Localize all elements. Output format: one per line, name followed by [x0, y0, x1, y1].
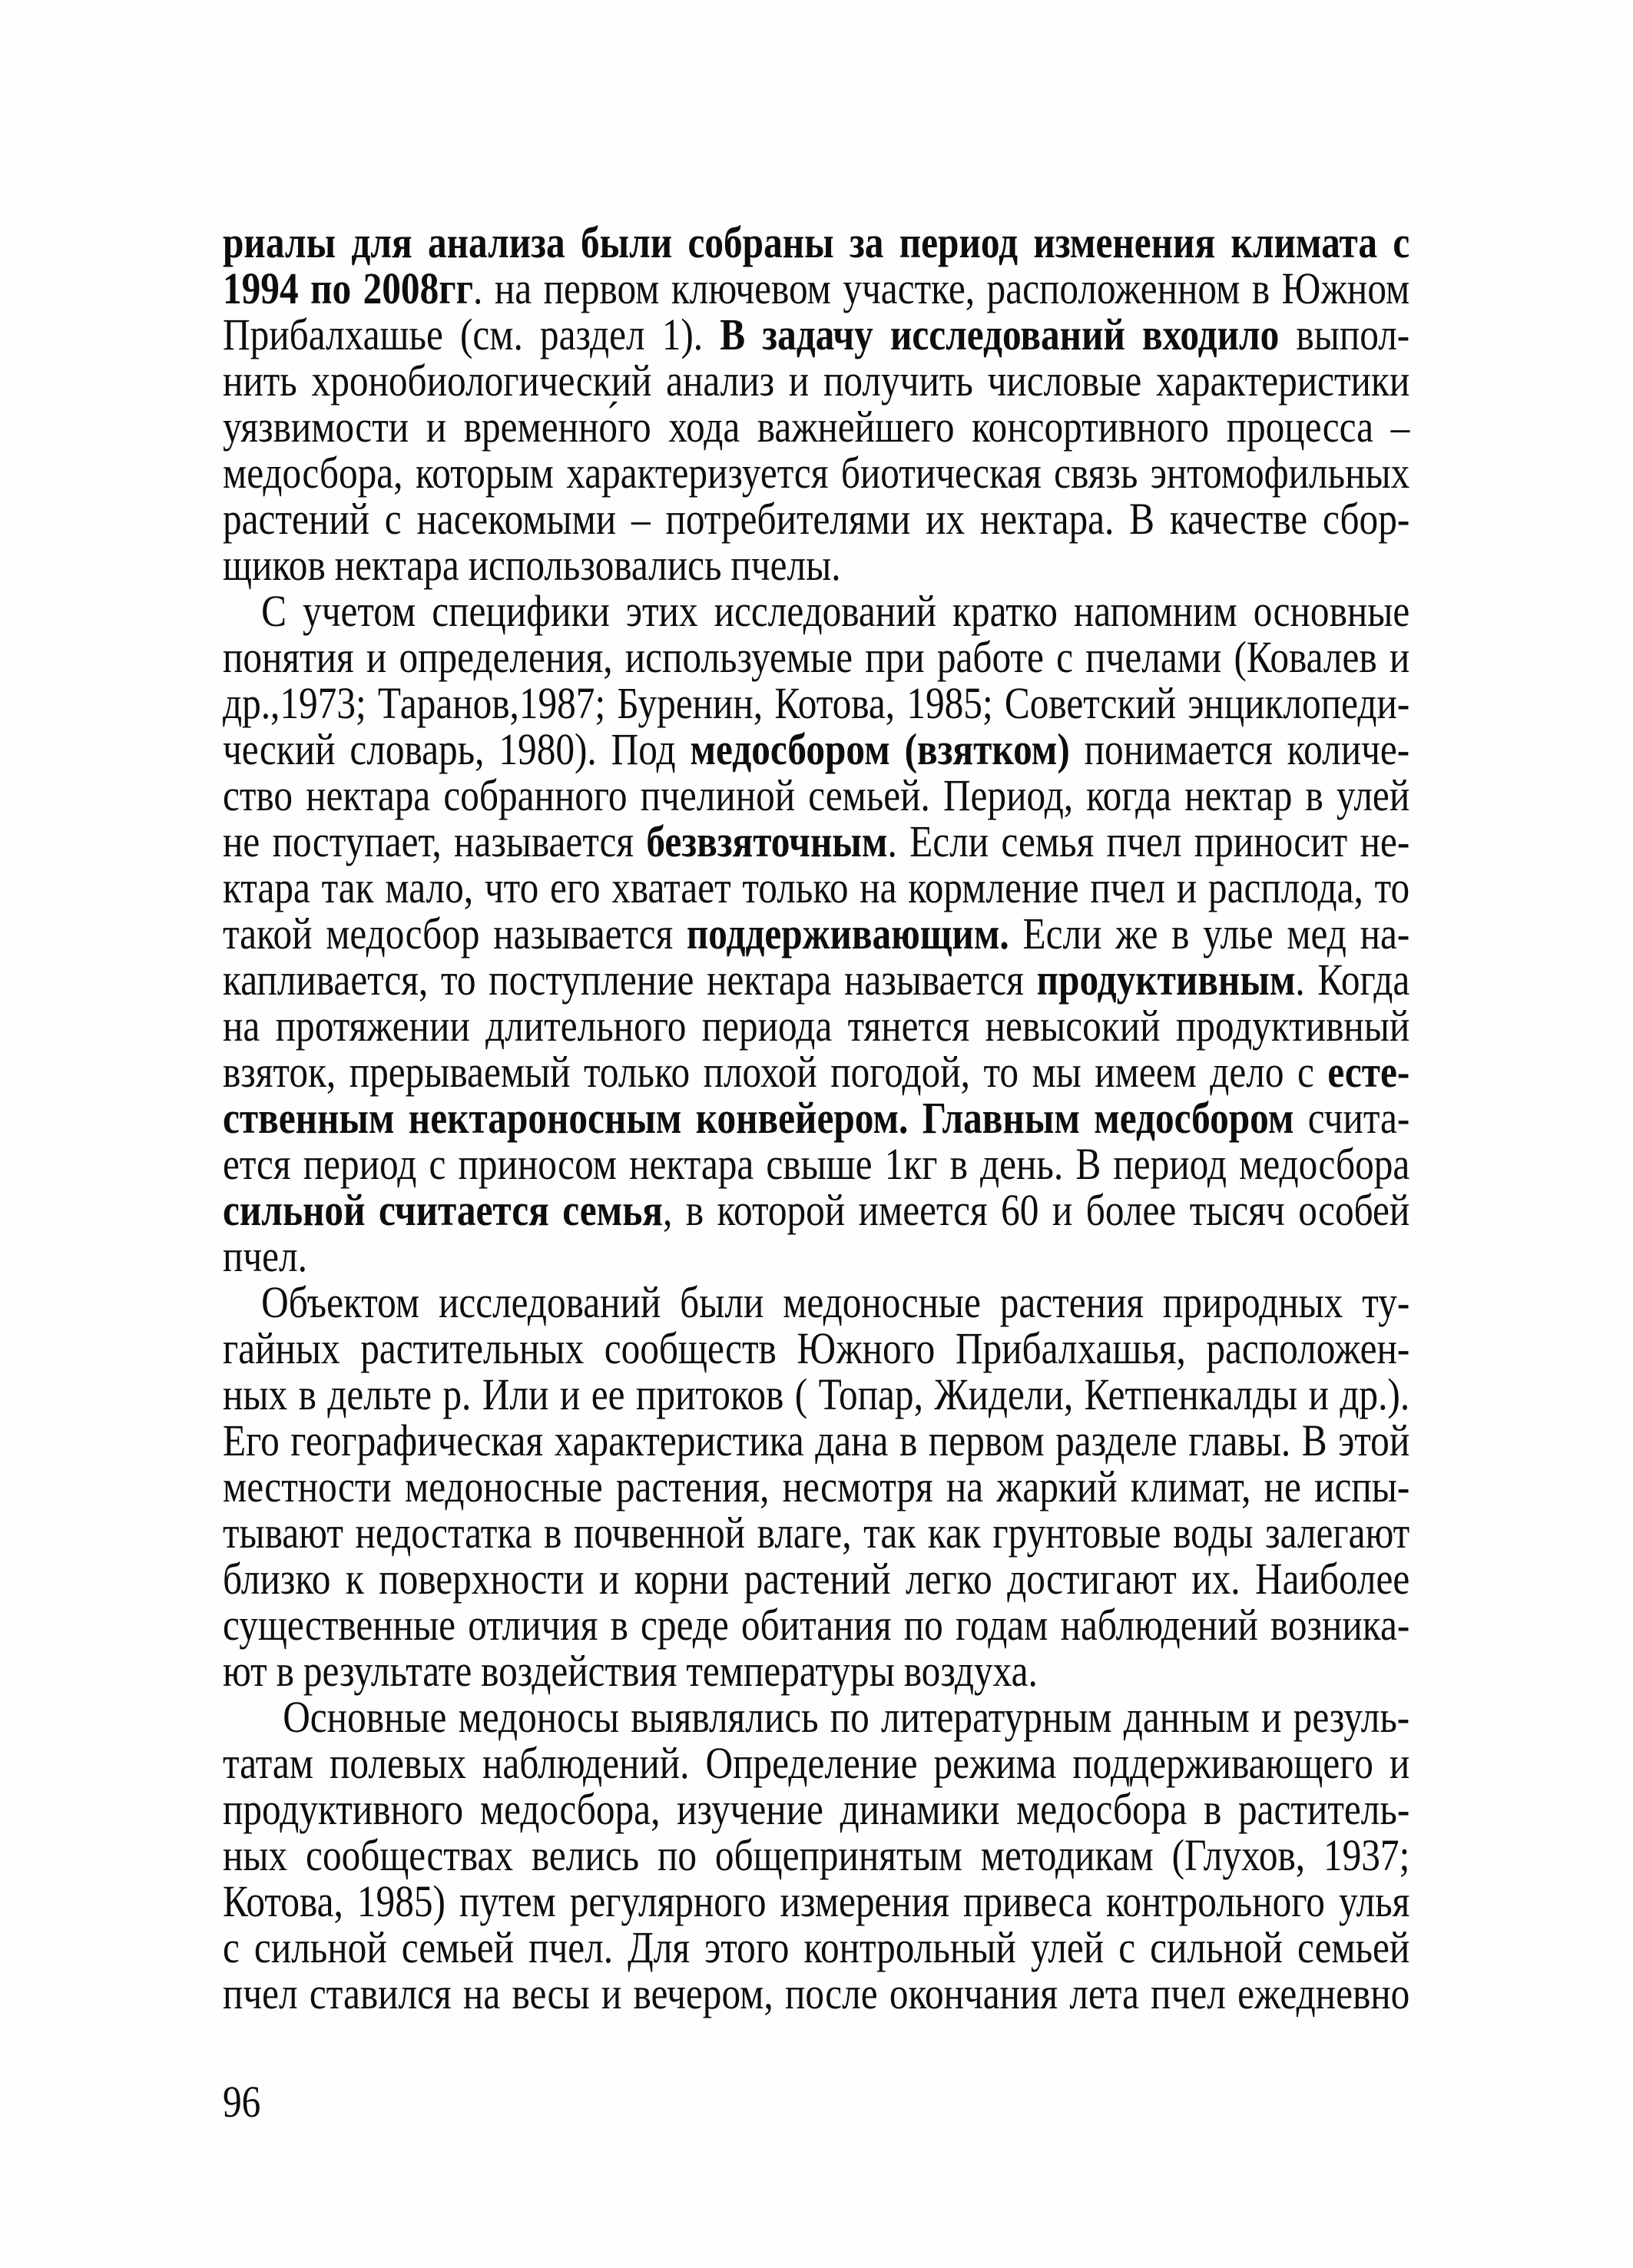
text-line: ют в результате воздействия температуры воздуха.	[223, 1646, 1038, 1696]
text-line: Объектом исследований были медоносные растения природных ту-	[261, 1277, 1410, 1327]
text-line: Прибалхашье (см. раздел 1). В задачу исследований входило выпол-	[223, 310, 1410, 359]
text-line: такой медосбор называется поддерживающим. Если же в улье мед на-	[223, 909, 1410, 959]
text-line: Основные медоносы выявлялись по литературным данным и резуль-	[283, 1692, 1410, 1742]
text-line: с сильной семьей пчел. Для этого контрольный улей с сильной семьей	[223, 1922, 1410, 1972]
text-line: не поступает, называется безвзяточным. Если семья пчел приносит не-	[223, 816, 1410, 866]
text-line: Его географическая характеристика дана в первом разделе главы. В этой	[223, 1415, 1410, 1465]
text-line: взяток, прерываемый только плохой погодой, то мы имеем дело с есте-	[223, 1047, 1410, 1097]
text-line: ктара так мало, что его хватает только на кормление пчел и расплода, то	[223, 863, 1410, 912]
text-line: щиков нектара использовались пчелы.	[223, 540, 841, 590]
text-line: ство нектара собранного пчелиной семьей. Период, когда нектар в улей	[223, 770, 1410, 820]
page-number: 96	[223, 2077, 261, 2127]
text-line: пчел ставился на весы и вечером, после окончания лета пчел ежедневно	[223, 1968, 1410, 2018]
text-line: 1994 по 2008гг. на первом ключевом участке, расположенном в Южном	[223, 263, 1410, 313]
text-line: ется период с приносом нектара свыше 1кг в день. В период медосбора	[223, 1139, 1410, 1189]
text-line: местности медоносные растения, несмотря на жаркий климат, не испы-	[223, 1462, 1410, 1511]
text-line: понятия и определения, используемые при работе с пчелами (Ковалев и	[223, 632, 1410, 682]
text-line: Котова, 1985) путем регулярного измерения привеса контрольного улья	[223, 1876, 1410, 1926]
page-text	[223, 217, 1410, 2018]
text-line: риалы для анализа были собраны за период изменения климата с	[223, 217, 1410, 267]
text-line: близко к поверхности и корни растений легко достигают их. Наиболее	[223, 1554, 1410, 1604]
text-line: ных сообществах велись по общепринятым методикам (Глухов, 1937;	[223, 1830, 1410, 1880]
text-line: уязвимости и временно́го хода важнейшего консортивного процесса –	[223, 402, 1410, 452]
text-line: ственным нектароносным конвейером. Главным медосбором счита-	[223, 1093, 1410, 1143]
text-line: С учетом специфики этих исследований кратко напомним основные	[261, 586, 1410, 636]
text-line: др.,1973; Таранов,1987; Буренин, Котова, 1985; Советский энциклопеди-	[223, 678, 1410, 728]
text-line: медосбора, которым характеризуется биотическая связь энтомофильных	[223, 448, 1410, 498]
text-line: гайных растительных сообществ Южного Прибалхашья, расположен-	[223, 1323, 1410, 1373]
text-line: растений с насекомыми – потребителями их нектара. В качестве сбор-	[223, 494, 1410, 544]
text-line: тывают недостатка в почвенной влаге, так как грунтовые воды залегают	[223, 1508, 1410, 1558]
text-line: нить хронобиологический анализ и получить числовые характеристики	[223, 356, 1410, 406]
text-line: капливается, то поступление нектара называется продуктивным. Когда	[223, 955, 1410, 1005]
text-line: существенные отличия в среде обитания по годам наблюдений возника-	[223, 1600, 1410, 1650]
text-line: татам полевых наблюдений. Определение режима поддерживающего и	[223, 1738, 1410, 1788]
text-line: на протяжении длительного периода тянется невысокий продуктивный	[223, 1001, 1410, 1051]
text-line: ческий словарь, 1980). Под медосбором (взятком) понимается количе-	[223, 724, 1410, 774]
text-line: пчел.	[223, 1231, 307, 1281]
text-line: сильной считается семья, в которой имеется 60 и более тысяч особей	[223, 1185, 1410, 1235]
text-line: ных в дельте р. Или и ее притоков ( Топар, Жидели, Кетпенкалды и др.).	[223, 1369, 1410, 1419]
text-line: продуктивного медосбора, изучение динамики медосбора в раститель-	[223, 1784, 1410, 1834]
